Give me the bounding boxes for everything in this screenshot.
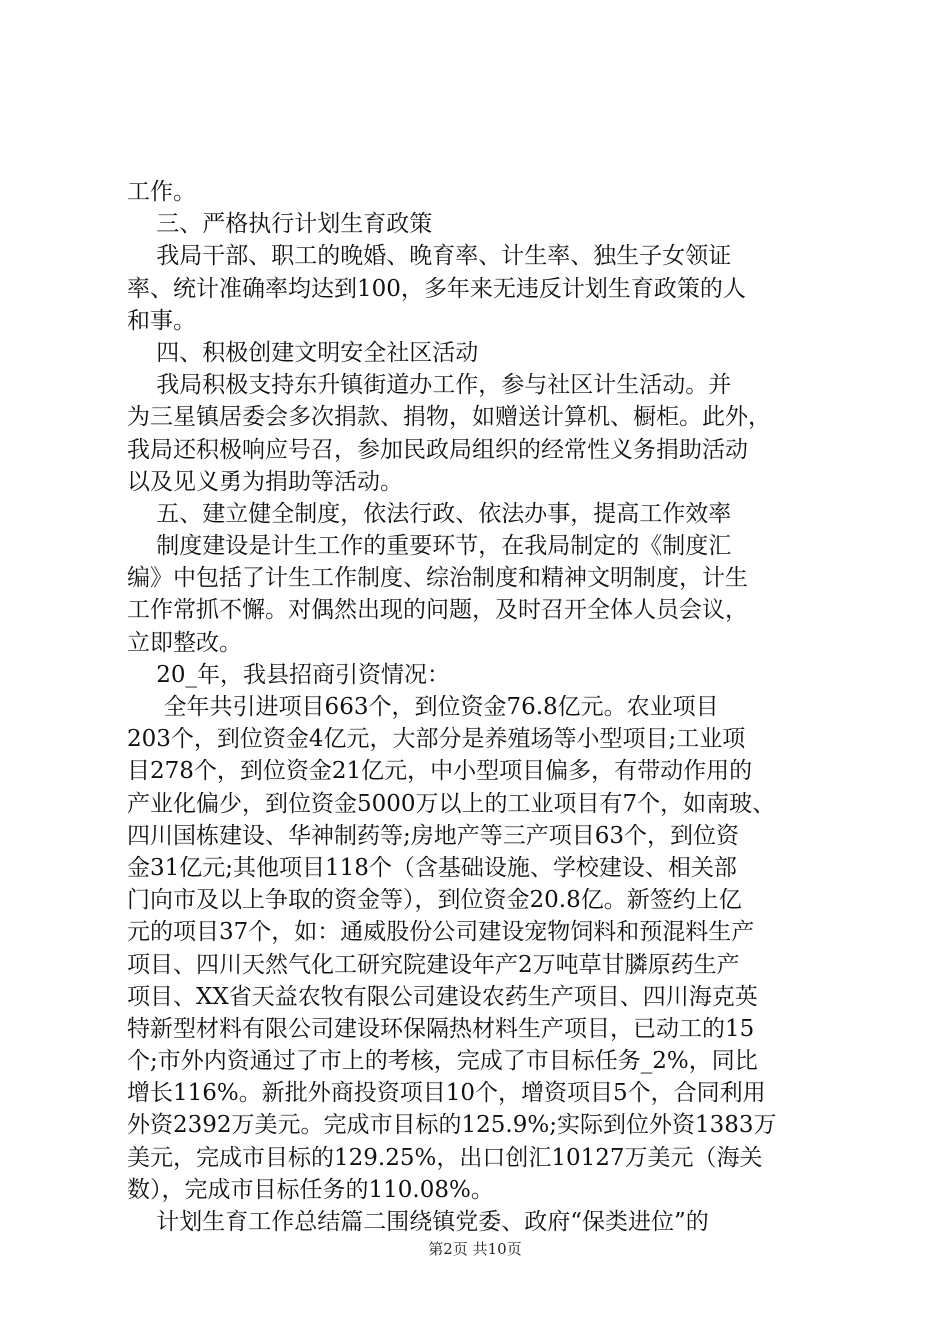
text-line: 我局积极支持东升镇街道办工作，参与社区计生活动。并 — [127, 372, 732, 399]
text-line: 计划生育工作总结篇二围绕镇党委、政府“保类进位”的 — [127, 1209, 709, 1235]
text-line: 金31亿元;其他项目118个（含基础设施、学校建设、相关部 — [127, 854, 737, 881]
body-text — [127, 176, 839, 1238]
text-line: 门向市及以上争取的资金等），到位资金20.8亿。新签约上亿 — [127, 887, 742, 914]
text-line: 制度建设是计生工作的重要环节，在我局制定的《制度汇 — [127, 533, 732, 560]
section-heading: 三、严格执行计划生育政策 — [127, 211, 433, 238]
text-line: 外资2392万美元。完成市目标的125.9%;实际到位外资1383万 — [127, 1112, 777, 1139]
text-line: 产业化偏少，到位资金5000万以上的工业项目有7个，如南玻、 — [127, 790, 776, 817]
text-line: 率、统计准确率均达到100，多年来无违反计划生育政策的人 — [127, 275, 746, 302]
text-line: 立即整改。 — [127, 629, 242, 656]
text-line: 目278个，到位资金21亿元，中小型项目偏多，有带动作用的 — [127, 758, 753, 785]
text-line: 工作。 — [127, 179, 196, 205]
text-line: 以及见义勇为捐助等活动。 — [127, 468, 403, 495]
text-line: 美元，完成市目标的129.25%，出口创汇10127万美元（海关 — [127, 1144, 763, 1171]
text-line: 20_年，我县招商引资情况： — [127, 661, 451, 688]
text-line: 元的项目37个，如：通威股份公司建设宠物饲料和预混料生产 — [127, 919, 755, 946]
text-line: 四川国栋建设、华神制药等;房地产等三产项目63个，到位资 — [127, 822, 740, 849]
section-heading: 五、建立健全制度，依法行政、依法办事，提高工作效率 — [127, 500, 732, 527]
text-line: 我局干部、职工的晚婚、晚育率、计生率、独生子女领证 — [127, 243, 732, 270]
text-line: 和事。 — [127, 307, 196, 334]
text-line: 我局还积极响应号召，参加民政局组织的经常性义务捐助活动 — [127, 436, 748, 463]
text-line: 个;市外内资通过了市上的考核，完成了市目标任务_2%，同比 — [127, 1048, 758, 1075]
text-line: 编》中包括了计生工作制度、综治制度和精神文明制度，计生 — [127, 565, 748, 592]
text-line: 203个，到位资金4亿元，大部分是养殖场等小型项目;工业项 — [127, 726, 746, 753]
text-line: 项目、四川天然气化工研究院建设年产2万吨草甘膦原药生产 — [127, 951, 740, 978]
text-line: 特新型材料有限公司建设环保隔热材料生产项目，已动工的15 — [127, 1015, 755, 1042]
text-line: 为三星镇居委会多次捐款、捐物，如赠送计算机、橱柜。此外， — [127, 404, 771, 431]
text-line: 数），完成市目标任务的110.08%。 — [127, 1176, 494, 1203]
text-line: 增长116%。新批外商投资项目10个，增资项目5个，合同利用 — [127, 1080, 766, 1107]
section-heading: 四、积极创建文明安全社区活动 — [127, 339, 479, 366]
text-line: 工作常抓不懈。对偶然出现的问题，及时召开全体人员会议， — [127, 597, 748, 624]
text-line: 全年共引进项目663个，到位资金76.8亿元。农业项目 — [127, 694, 719, 720]
page-number-footer: 第2页 共10页 — [428, 1240, 522, 1258]
text-line: 项目、XX省天益农牧有限公司建设农药生产项目、四川海克英 — [127, 983, 758, 1010]
